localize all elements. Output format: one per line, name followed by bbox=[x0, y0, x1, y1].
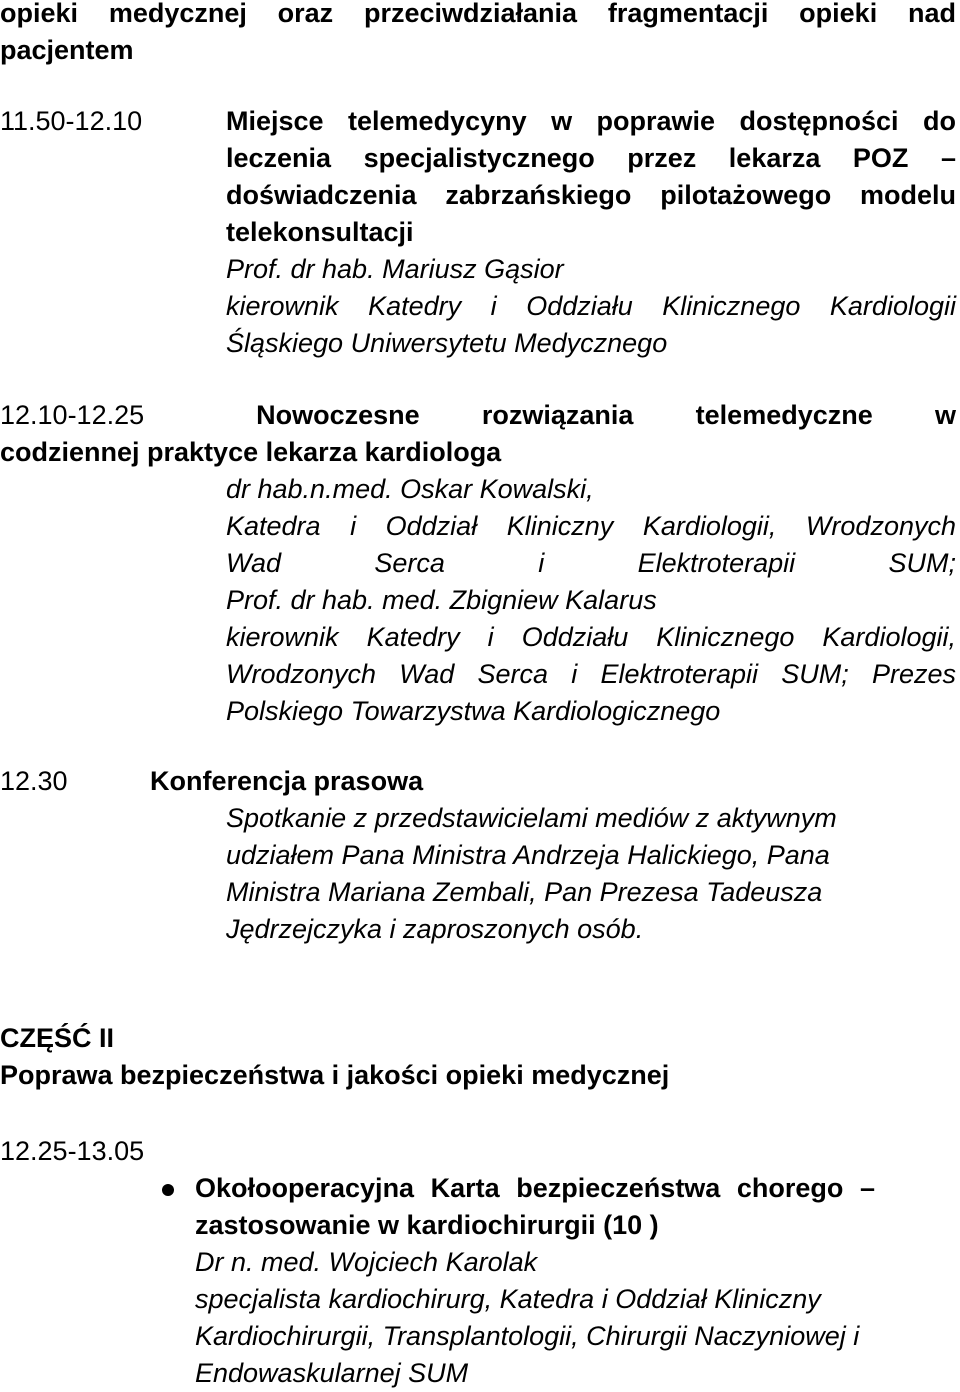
intro-text bbox=[0, 0, 956, 69]
speaker-line: Dr n. med. Wojciech Karolak bbox=[195, 1247, 538, 1277]
speaker-line: Kardiochirurgii, Transplantologii, Chirurgii Naczyniowej i bbox=[195, 1321, 860, 1351]
title-line: codziennej praktyce lekarza kardiologa bbox=[0, 437, 502, 467]
session-speakers bbox=[226, 471, 956, 730]
speaker-line: Wrodzonych Wad Serca i Elektroterapii SUM; Prezes bbox=[226, 659, 956, 689]
session-time: 11.50-12.10 bbox=[0, 106, 143, 136]
intro-line: opieki medycznej oraz przeciwdziałania fragmentacji opieki nad bbox=[0, 0, 956, 28]
description-line: Ministra Mariana Zembali, Pan Prezesa Tadeusza bbox=[226, 877, 823, 907]
speaker-line: kierownik Katedry i Oddziału Klinicznego Kardiologii bbox=[226, 291, 956, 321]
speaker-line: kierownik Katedry i Oddziału Klinicznego Kardiologii, bbox=[226, 622, 956, 652]
session-time: 12.25-13.05 bbox=[0, 1136, 145, 1166]
description-line: Jędrzejczyka i zaproszonych osób. bbox=[226, 914, 644, 944]
session-speaker bbox=[226, 251, 956, 362]
speaker-line: Endowaskularnej SUM bbox=[195, 1358, 469, 1388]
title-line: Okołooperacyjna Karta bezpieczeństwa chorego – bbox=[195, 1173, 875, 1203]
speaker-line: Prof. dr hab. Mariusz Gąsior bbox=[226, 254, 564, 284]
heading-line bbox=[0, 397, 956, 434]
session-description bbox=[226, 800, 946, 948]
session-title bbox=[226, 103, 956, 251]
description-line: udziałem Pana Ministra Andrzeja Halickiego, Pana bbox=[226, 840, 830, 870]
session-heading-row bbox=[0, 397, 956, 434]
part-subheading: Poprawa bezpieczeństwa i jakości opieki medycznej bbox=[0, 1060, 670, 1090]
intro-line: pacjentem bbox=[0, 35, 134, 65]
session-speaker bbox=[195, 1244, 935, 1392]
session-title: Konferencja prasowa bbox=[150, 766, 424, 796]
title-line: doświadczenia zabrzańskiego pilotażowego modelu bbox=[226, 180, 956, 210]
title-line: telekonsultacji bbox=[226, 217, 414, 247]
title-line: Miejsce telemedycyny w poprawie dostępności do bbox=[226, 106, 956, 136]
session-time: 12.30 bbox=[0, 766, 68, 796]
speaker-line: Katedra i Oddział Kliniczny Kardiologii, Wrodzonych bbox=[226, 511, 956, 541]
title-line: zastosowanie w kardiochirurgii (10 ) bbox=[195, 1210, 659, 1240]
session-title bbox=[195, 1170, 875, 1244]
bullet-icon bbox=[162, 1184, 174, 1196]
speaker-line: specjalista kardiochirurg, Katedra i Oddział Kliniczny bbox=[195, 1284, 821, 1314]
speaker-line: Prof. dr hab. med. Zbigniew Kalarus bbox=[226, 585, 657, 615]
speaker-line: dr hab.n.med. Oskar Kowalski, bbox=[226, 474, 594, 504]
session-title-continued bbox=[0, 434, 956, 471]
speaker-line: Wad Serca i Elektroterapii SUM; bbox=[226, 548, 956, 578]
part-heading: CZĘŚĆ II bbox=[0, 1023, 115, 1053]
speaker-line: Polskiego Towarzystwa Kardiologicznego bbox=[226, 696, 721, 726]
session-time: 12.10-12.25 bbox=[0, 400, 145, 430]
description-line: Spotkanie z przedstawicielami mediów z aktywnym bbox=[226, 803, 837, 833]
speaker-line: Śląskiego Uniwersytetu Medycznego bbox=[226, 328, 668, 358]
session-title-part: Nowoczesne rozwiązania telemedyczne w bbox=[256, 400, 956, 430]
title-line: leczenia specjalistycznego przez lekarza POZ – bbox=[226, 143, 956, 173]
